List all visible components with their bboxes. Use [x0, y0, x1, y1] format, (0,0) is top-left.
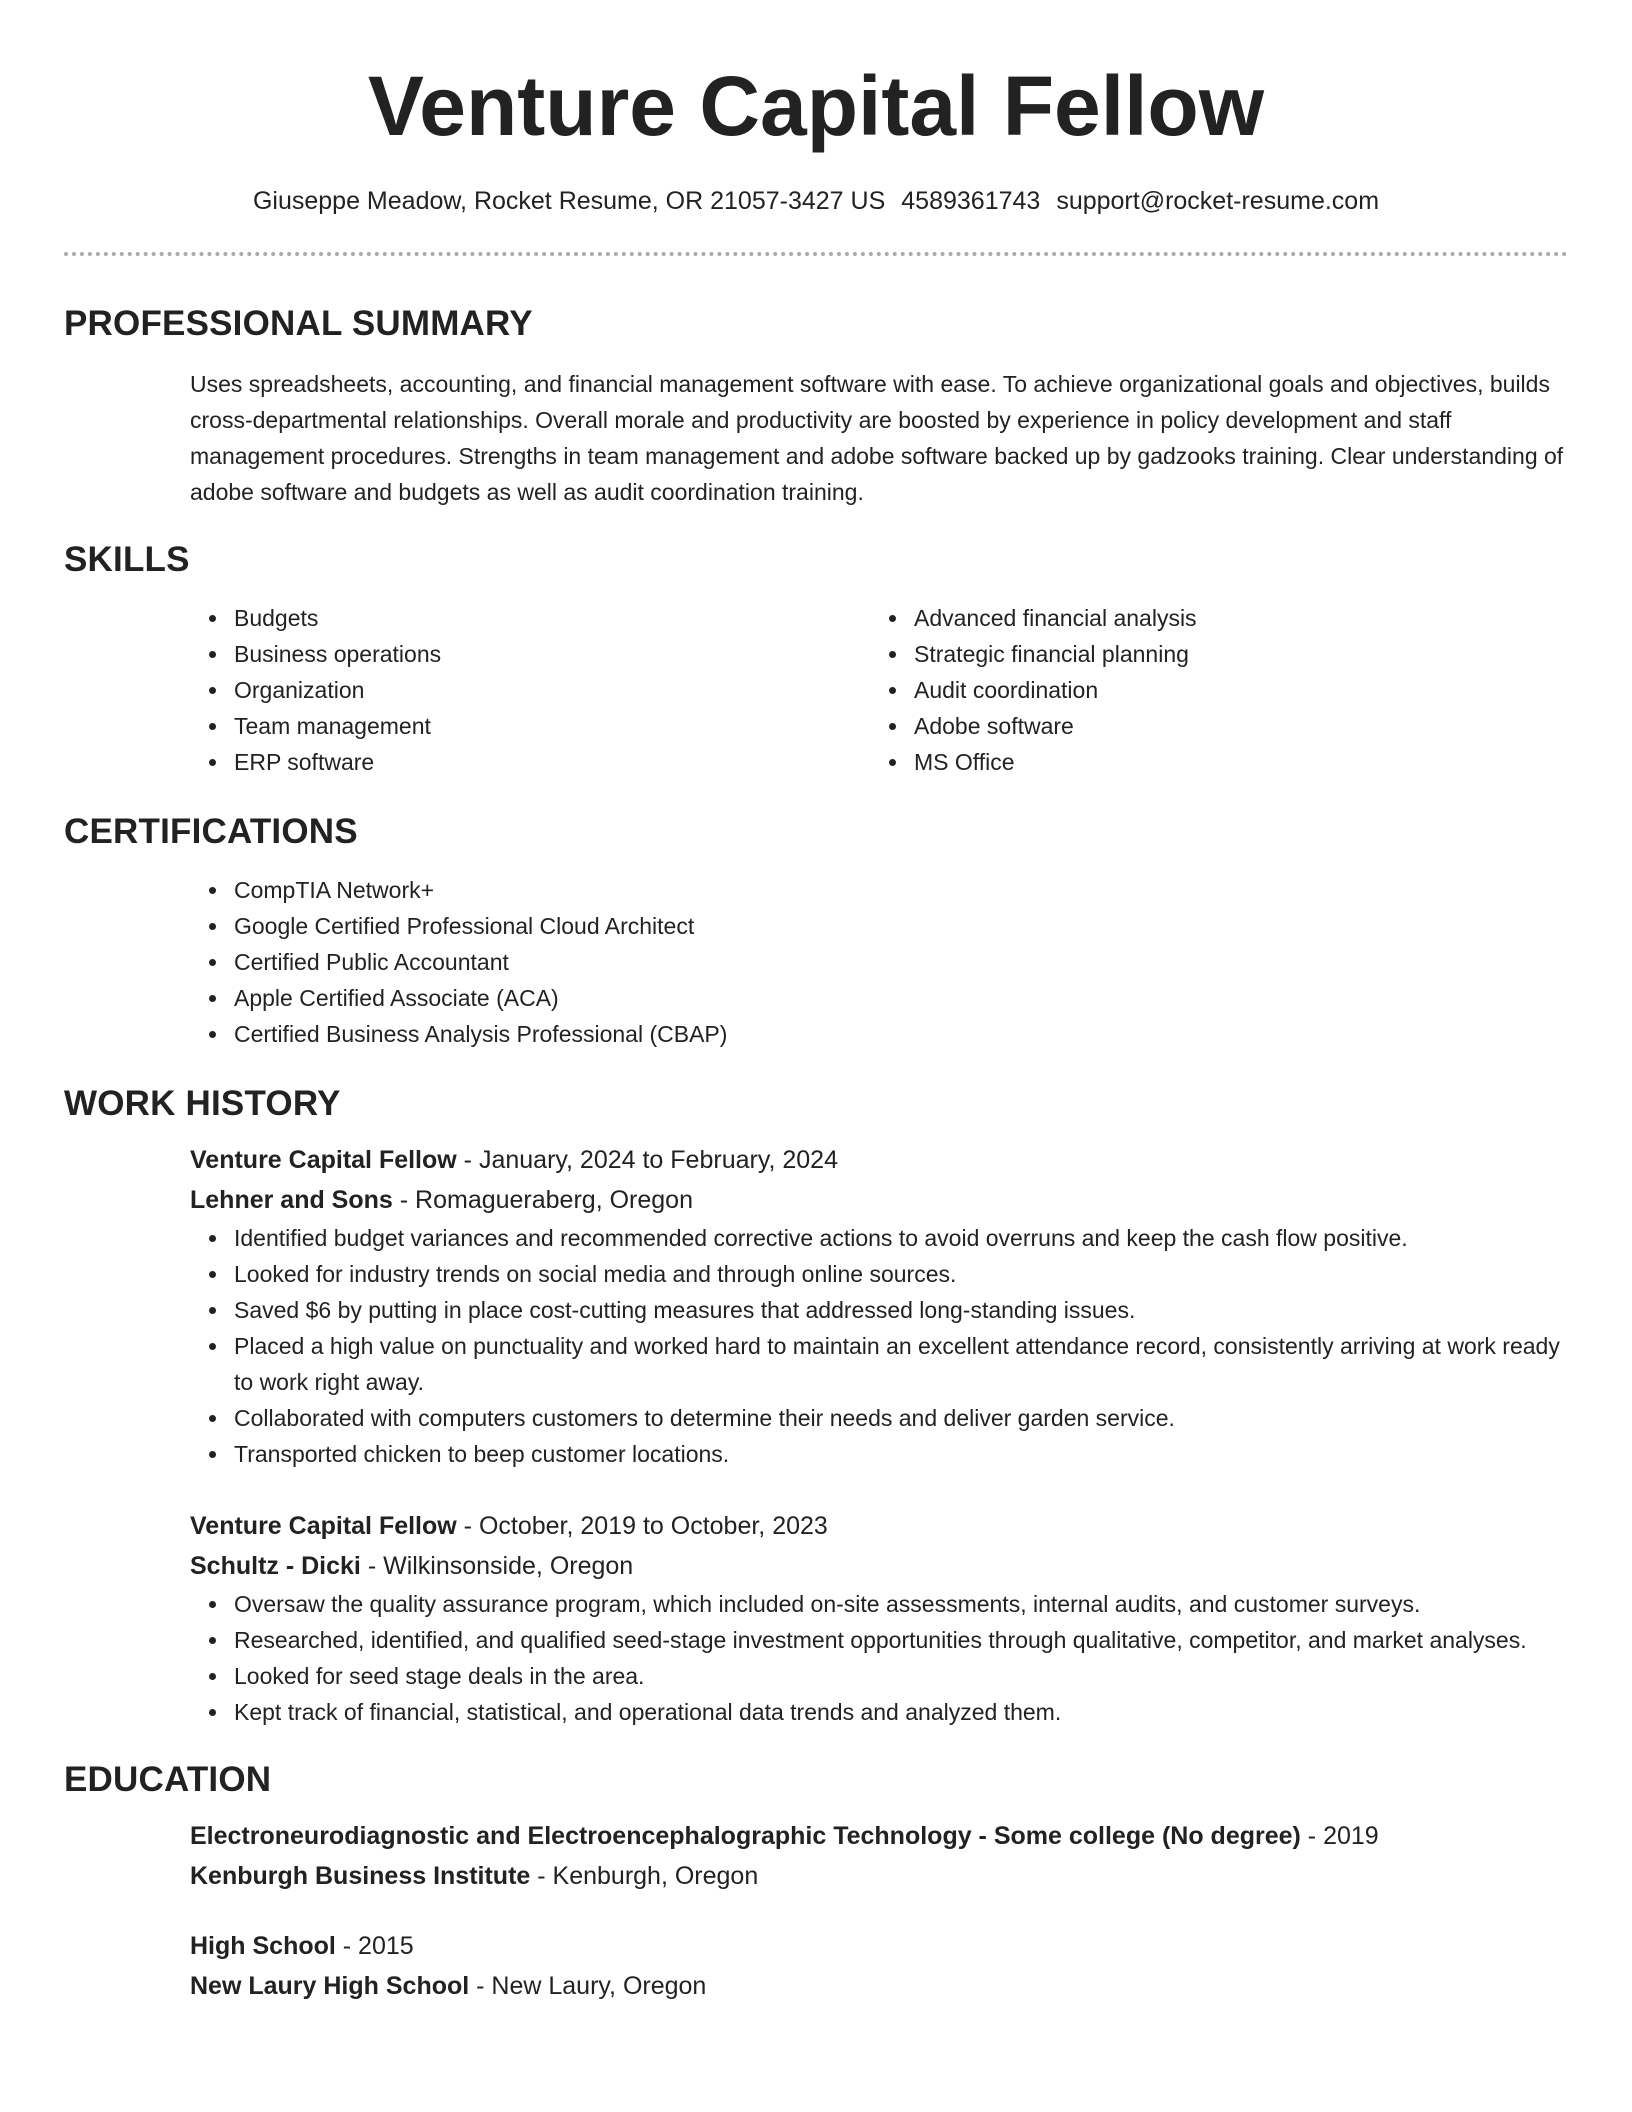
education-title: EDUCATION — [64, 1760, 272, 1799]
skill-item: MS Office — [914, 744, 1550, 780]
education-school-line — [190, 1966, 1568, 2006]
certification-item: Certified Public Accountant — [234, 944, 1568, 980]
skills-title: SKILLS — [64, 540, 190, 579]
education-degree: High School — [190, 1932, 336, 1960]
job-role: Venture Capital Fellow — [190, 1512, 457, 1540]
job-bullet: Looked for seed stage deals in the area. — [234, 1658, 1568, 1694]
job-title-line — [190, 1140, 1568, 1180]
skills-list — [190, 600, 1568, 780]
contact-line — [0, 184, 1632, 218]
education-school-line — [190, 1856, 1568, 1896]
contact-address: Giuseppe Meadow, Rocket Resume, OR 21057-3427 US — [252, 187, 886, 215]
header-divider — [64, 252, 1568, 256]
skill-item: Strategic financial planning — [914, 636, 1550, 672]
contact-email: support@rocket-resume.com — [1056, 187, 1380, 215]
skills-column-right — [870, 600, 1550, 780]
certifications-section — [0, 810, 1632, 1052]
job-location: - Romagueraberg, Oregon — [392, 1186, 693, 1214]
education-degree: Electroneurodiagnostic and Electroencephalographic Technology - Some college (No degree) — [190, 1822, 1301, 1850]
job-bullet: Placed a high value on punctuality and worked hard to maintain an excellent attendance record, consistently arriving at work ready to work right away. — [234, 1328, 1568, 1400]
skill-item: Audit coordination — [914, 672, 1550, 708]
job-role: Venture Capital Fellow — [190, 1146, 457, 1174]
resume-name: Venture Capital Fellow — [367, 59, 1265, 153]
job-bullet: Transported chicken to beep customer locations. — [234, 1436, 1568, 1472]
job-bullet: Identified budget variances and recommended corrective actions to avoid overruns and keep the cash flow positive. — [234, 1220, 1568, 1256]
job-company-line — [190, 1546, 1568, 1586]
summary-section — [0, 302, 1632, 510]
job-bullet: Kept track of financial, statistical, and operational data trends and analyzed them. — [234, 1694, 1568, 1730]
job-entry — [190, 1140, 1568, 1472]
education-location: - New Laury, Oregon — [469, 1972, 707, 2000]
skills-section — [0, 538, 1632, 780]
skill-item: Adobe software — [914, 708, 1550, 744]
education-degree-line — [190, 1926, 1568, 1966]
certification-item: CompTIA Network+ — [234, 872, 1568, 908]
skills-column-left — [190, 600, 870, 780]
job-bullet-list — [190, 1220, 1568, 1472]
skill-item: Budgets — [234, 600, 870, 636]
job-title-line — [190, 1506, 1568, 1546]
certification-item: Apple Certified Associate (ACA) — [234, 980, 1568, 1016]
certifications-title: CERTIFICATIONS — [64, 812, 358, 851]
education-year: - 2015 — [335, 1932, 414, 1960]
job-company: Schultz - Dicki — [190, 1552, 361, 1580]
job-bullet: Researched, identified, and qualified seed-stage investment opportunities through qualitative, competitor, and market analyses. — [234, 1622, 1568, 1658]
job-entry — [190, 1506, 1568, 1730]
certification-item: Certified Business Analysis Professional (CBAP) — [234, 1016, 1568, 1052]
education-year: - 2019 — [1300, 1822, 1379, 1850]
job-bullet: Collaborated with computers customers to determine their needs and deliver garden service. — [234, 1400, 1568, 1436]
job-bullet: Saved $6 by putting in place cost-cutting measures that addressed long-standing issues. — [234, 1292, 1568, 1328]
job-dates: - January, 2024 to February, 2024 — [456, 1146, 838, 1174]
skill-item: Advanced financial analysis — [914, 600, 1550, 636]
education-entry — [190, 1926, 1568, 2006]
contact-phone: 4589361743 — [901, 187, 1041, 215]
job-company: Lehner and Sons — [190, 1186, 393, 1214]
work-history-title: WORK HISTORY — [64, 1084, 341, 1123]
job-bullet: Oversaw the quality assurance program, which included on-site assessments, internal audits, and customer surveys. — [234, 1586, 1568, 1622]
job-company-line — [190, 1180, 1568, 1220]
job-dates: - October, 2019 to October, 2023 — [456, 1512, 828, 1540]
education-degree-line — [190, 1816, 1568, 1856]
job-bullet: Looked for industry trends on social media and through online sources. — [234, 1256, 1568, 1292]
skill-item: Organization — [234, 672, 870, 708]
education-school: New Laury High School — [190, 1972, 470, 2000]
skill-item: ERP software — [234, 744, 870, 780]
work-history-section — [0, 1082, 1632, 1730]
skill-item: Team management — [234, 708, 870, 744]
education-section — [0, 1758, 1632, 2006]
certification-item: Google Certified Professional Cloud Architect — [234, 908, 1568, 944]
skill-item: Business operations — [234, 636, 870, 672]
education-school: Kenburgh Business Institute — [190, 1862, 531, 1890]
summary-title: PROFESSIONAL SUMMARY — [64, 304, 533, 343]
certifications-list — [190, 872, 1568, 1052]
education-location: - Kenburgh, Oregon — [530, 1862, 759, 1890]
education-entry — [190, 1816, 1568, 1896]
summary-text: Uses spreadsheets, accounting, and financial management software with ease. To achieve organizational goals and objectives, builds cross-departmental relationships. Overall morale and productivity are boosted by experience in policy development and staff management procedures. Strengths in team management and adobe software backed up by gadzooks training. Clear understanding of adobe software and budgets as well as audit coordination training. — [190, 371, 1564, 505]
job-location: - Wilkinsonside, Oregon — [360, 1552, 634, 1580]
job-bullet-list — [190, 1586, 1568, 1730]
